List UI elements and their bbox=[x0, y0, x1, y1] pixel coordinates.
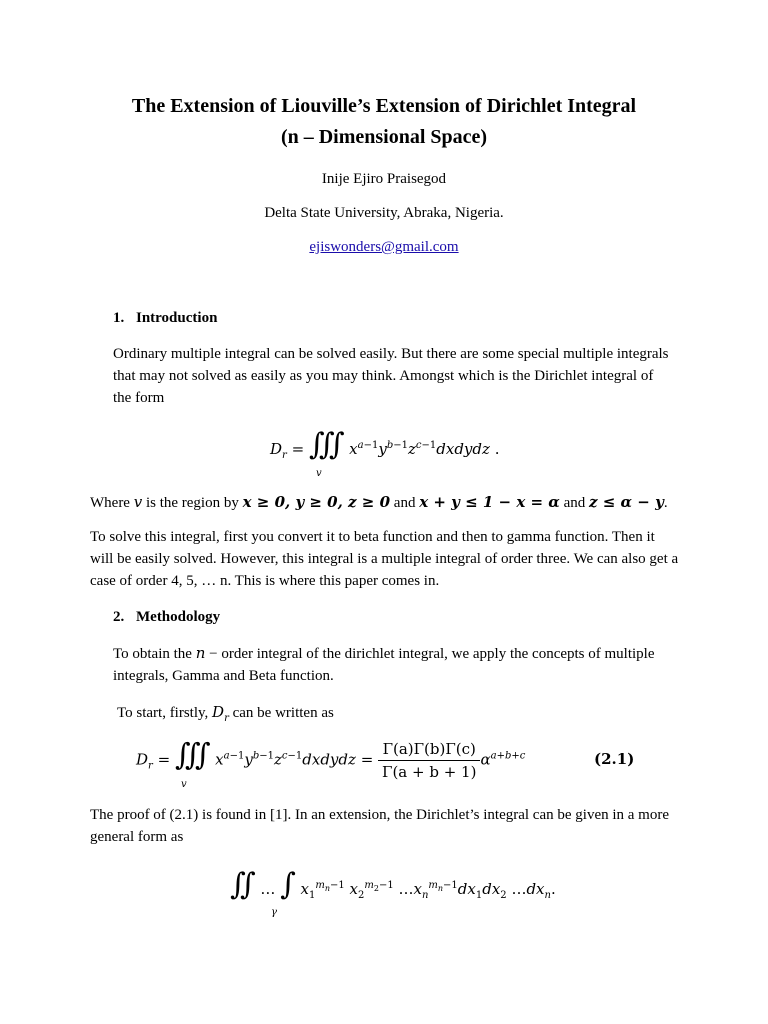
equation-2-1: $D_r$ = ∭ $x^{a-1}y^{b-1}z^{c-1}dxdydz$ = $\frac{\Gamma(a)\Gamma(b)\Gamma(c)}{\Gamma(a + b + 1)}$ $\alpha^{a+b+c}$ bbox=[136, 737, 526, 781]
equation-label-2-1: (2.1) bbox=[594, 750, 635, 768]
email-line bbox=[0, 239, 768, 256]
region-v-label-2: v bbox=[181, 779, 187, 790]
paper-title-line-2: (n – Dimensional Space) bbox=[280, 126, 488, 148]
section-2-number: 2. bbox=[113, 609, 125, 625]
intro-paragraph: Ordinary multiple integral can be solved easily. But there are some special multiple integrals that may not solved as easily as you may think. Amongst which is the Dirichlet integral of the form bbox=[113, 346, 669, 406]
section-2-title: Methodology bbox=[136, 609, 221, 625]
solve-paragraph: To solve this integral, first you convert it to beta function and then to gamma function. Then it will be easily solved. However, this integral is a multiple integral of order three. We can also get a case of order 4, 5, … n. This is where this paper comes in. bbox=[90, 529, 679, 589]
gamma-fraction bbox=[378, 740, 480, 781]
equation-dirichlet: $D_r$ = ∭ $x^{a-1}y^{b-1}z^{c-1}dxdydz$ . bbox=[270, 427, 500, 462]
author-name: Inije Ejiro Praisegod bbox=[321, 171, 447, 187]
gamma-numerator: Γ(a)Γ(b)Γ(c) bbox=[378, 740, 480, 761]
section-2-heading bbox=[113, 609, 220, 626]
triple-integral-sign-2: ∭ bbox=[174, 737, 211, 773]
email-link[interactable]: ejiswonders@gmail.com bbox=[309, 239, 459, 255]
integral-sign: ∫ bbox=[280, 867, 296, 902]
paper-title-line-1: The Extension of Liouville’s Extension of Dirichlet Integral bbox=[131, 95, 637, 117]
region-gamma-label: γ bbox=[271, 907, 277, 918]
region-definition: Where v is the region by x ≥ 0, y ≥ 0, z ≥ 0 and x + y ≤ 1 − x = α and z ≤ α − y. bbox=[90, 493, 668, 511]
double-integral-sign: ∬ bbox=[230, 867, 256, 902]
method-paragraph: To obtain the n − order integral of the dirichlet integral, we apply the concepts of multiple integrals, Gamma and Beta function. bbox=[113, 644, 655, 684]
section-1-number: 1. bbox=[113, 310, 125, 326]
gamma-denominator: Γ(a + b + 1) bbox=[382, 763, 477, 781]
section-1-title: Introduction bbox=[136, 310, 218, 326]
triple-integral-sign: ∭ bbox=[308, 427, 345, 462]
affiliation: Delta State University, Abraka, Nigeria. bbox=[264, 205, 504, 221]
section-1-heading bbox=[113, 310, 217, 327]
equation-general: ∬ … ∫ $x_1^{m_n-1}$ $x_2^{m_2-1}$ $\dots x_n^{m_n-1}dx_1dx_2$ $\dots dx_n$. bbox=[230, 867, 556, 902]
region-v-label-1: v bbox=[316, 468, 322, 479]
start-text: To start, firstly, $D_r$ can be written as bbox=[117, 703, 334, 724]
proof-paragraph: The proof of (2.1) is found in [1]. In an extension, the Dirichlet’s integral can be given in a more general form as bbox=[90, 807, 669, 845]
